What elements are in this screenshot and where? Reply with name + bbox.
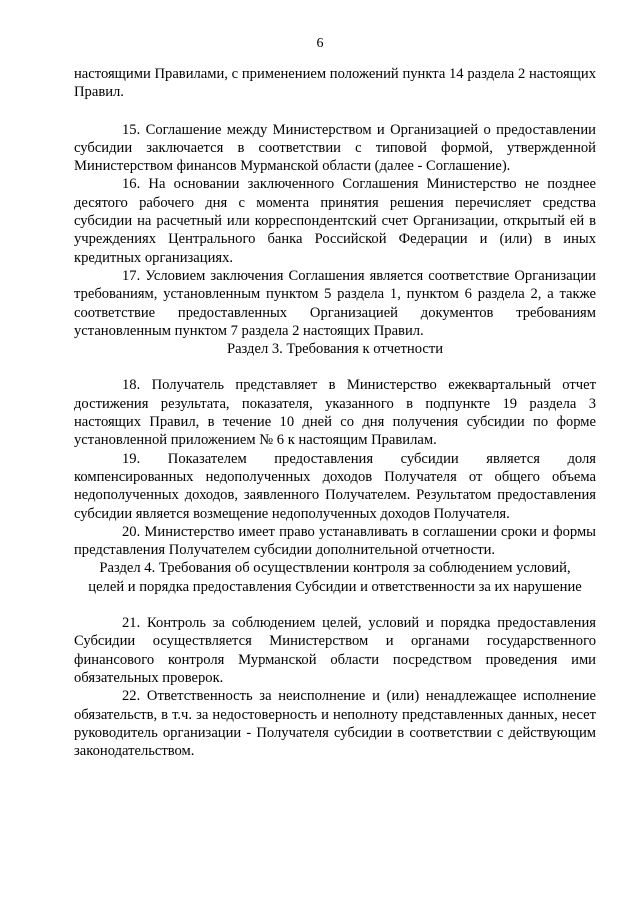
paragraph-group-reporting bbox=[74, 376, 596, 559]
page-number: 6 bbox=[316, 36, 324, 51]
paragraph-16: 16. На основании заключенного Соглашения Министерство не позднее десятого рабочего дня с момента принятия решения перечисляет средства субсидии на расчетный или корреспондентский счет Организации, открытый ей в учреждениях Центрального банка Российской Федерации и (или) в иных кредитных организациях. bbox=[74, 176, 596, 266]
paragraph-17: 17. Условием заключения Соглашения является соответствие Организации требованиям, установленным пунктом 5 раздела 1, пунктом 6 раздела 2, а также соответствие предоставленных Организацией документов требованиям установленным пунктом 7 раздела 2 настоящих Правил. bbox=[74, 267, 596, 339]
paragraph-20: 20. Министерство имеет право устанавливать в соглашении сроки и формы представления Получателем субсидии дополнительной отчетности. bbox=[74, 523, 596, 559]
document-body bbox=[74, 65, 596, 760]
paragraph-15: 15. Соглашение между Министерством и Организацией о предоставлении субсидии заключается в соответствии с типовой формой, утвержденной Министерством финансов Мурманской области (далее - Соглашение). bbox=[74, 121, 596, 175]
section-4-title: Раздел 4. Требования об осуществлении контроля за соблюдением условий, целей и порядка предоставления Субсидии и ответственности за их нарушение bbox=[88, 560, 582, 595]
paragraph-19: 19. Показателем предоставления субсидии является доля компенсированных недополученных доходов Получателя от общего объема недополученных доходов, заявленного Получателем. Результатом предоставления субсидии является возмещение недополученных доходов Получателя. bbox=[74, 450, 596, 522]
paragraph-group-control bbox=[74, 614, 596, 760]
paragraph-continuation: настоящими Правилами, с применением положений пункта 14 раздела 2 настоящих Правил. bbox=[74, 66, 596, 101]
paragraph-21: 21. Контроль за соблюдением целей, условий и порядка предоставления Субсидии осуществляется Министерством и органами государственного финансового контроля Мурманской области посредством проведения ими обязательных проверок. bbox=[74, 615, 596, 686]
paragraph-22: 22. Ответственность за неисполнение и (или) ненадлежащее исполнение обязательств, в т.ч. за недостоверность и неполноту представленных данных, несет руководитель организации - Получателя субсидии в соответствии с действующим законодательством. bbox=[74, 688, 596, 760]
paragraph-18: 18. Получатель представляет в Министерство ежеквартальный отчет достижения результата, показателя, указанного в подпункте 19 раздела 3 настоящих Правил, в течение 10 дней со дня получения субсидии по форме установленной приложением № 6 к настоящим Правилам. bbox=[74, 377, 596, 449]
section-3-title: Раздел 3. Требования к отчетности bbox=[226, 341, 444, 358]
paragraph-group-agreement bbox=[74, 121, 596, 341]
